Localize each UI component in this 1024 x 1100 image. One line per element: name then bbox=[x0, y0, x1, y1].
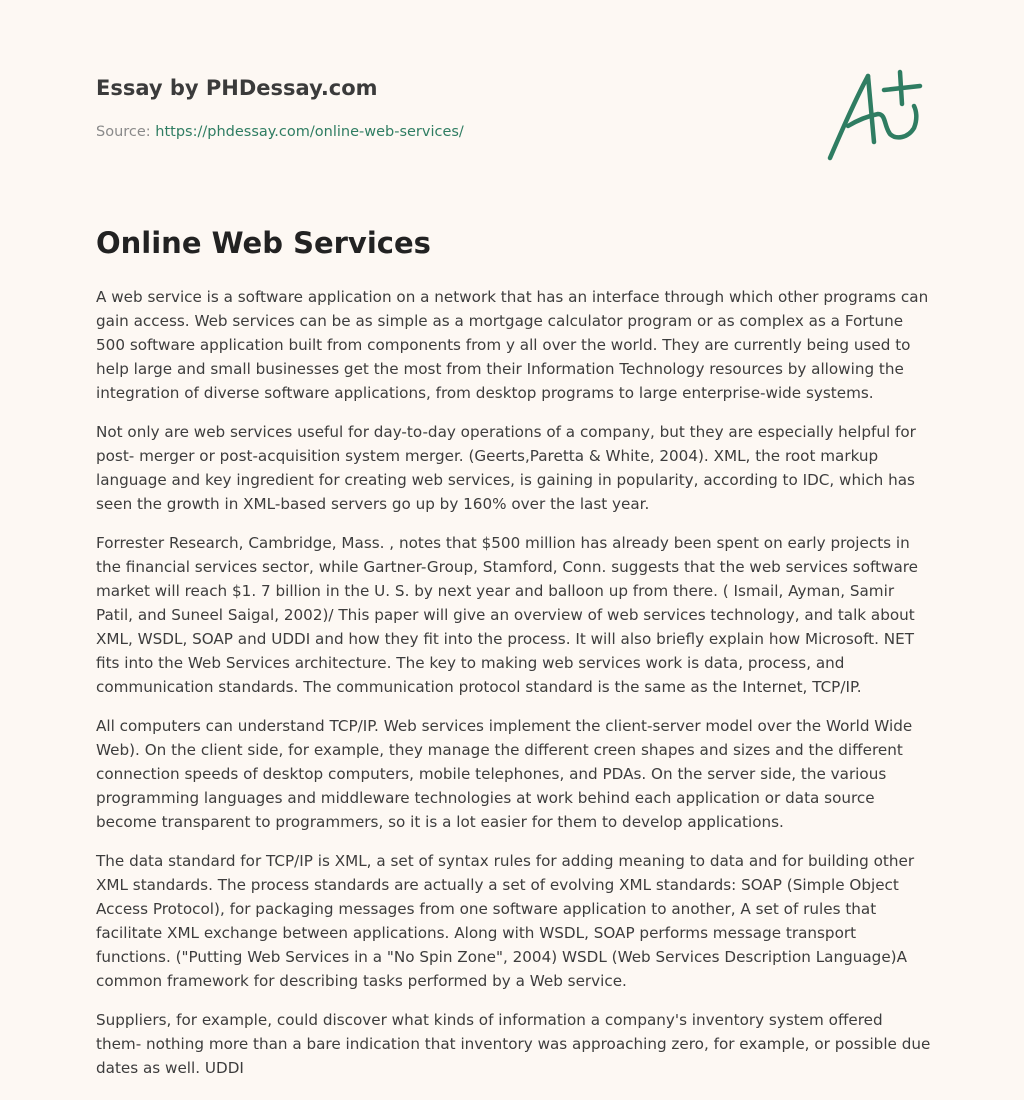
essay-paragraph: Not only are web services useful for day-to-day operations of a company, but they are especially helpful for post- merger or post-acquisition system merger. (Geerts,Paretta & White, 2004). XML, the root markup language and key ingredient for creating web services, is gaining in popularity, according to IDC, which has seen the growth in XML-based servers go up by 160% over the last year. bbox=[96, 423, 916, 513]
source-link[interactable]: https://phdessay.com/online-web-services/ bbox=[155, 124, 464, 140]
essay-paragraph: All computers can understand TCP/IP. Web services implement the client-server model over the World Wide Web). On the client side, for example, they manage the different creen shapes and sizes and the different connection speeds of desktop computers, mobile telephones, and PDAs. On the server side, the various programming languages and middleware technologies at work behind each application or data source become transparent to programmers, so it is a lot easier for them to develop applications. bbox=[96, 717, 913, 831]
essay-paragraph: Forrester Research, Cambridge, Mass. , notes that $500 million has already been spent on early projects in the financial services sector, while Gartner-Group, Stamford, Conn. suggests that the web services software market will reach $1. 7 billion in the U. S. by next year and balloon up from there. ( Ismail, Ayman, Samir Patil, and Suneel Saigal, 2002)/ This paper will give an overview of web services technology, and talk about XML, WSDL, SOAP and UDDI and how they fit into the process. It will also briefly explain how Microsoft. NET fits into the Web Services architecture. The key to making web services work is data, process, and communication standards. The communication protocol standard is the same as the Internet, TCP/IP. bbox=[96, 534, 918, 696]
source-label: Source: bbox=[96, 124, 156, 140]
a-plus-logo-icon bbox=[826, 68, 926, 164]
essay-title: Online Web Services bbox=[96, 226, 431, 260]
essay-paragraph: Suppliers, for example, could discover what kinds of information a company's inventory system offered them- nothing more than a bare indication that inventory was approaching zero, for example, or possible due dates as well. UDDI bbox=[96, 1011, 931, 1077]
essay-paragraph: The data standard for TCP/IP is XML, a set of syntax rules for adding meaning to data and for building other XML standards. The process standards are actually a set of evolving XML standards: SOAP (Simple Object Access Protocol), for packaging messages from one software application to another, A set of rules that facilitate XML exchange between applications. Along with WSDL, SOAP performs message transport functions. ("Putting Web Services in a "No Spin Zone", 2004) WSDL (Web Services Description Language)A common framework for describing tasks performed by a Web service. bbox=[96, 852, 915, 990]
essay-body bbox=[96, 285, 932, 1095]
essay-paragraph: A web service is a software application on a network that has an interface through which other programs can gain access. Web services can be as simple as a mortgage calculator program or as complex as a Fortune 500 software application built from components from y all over the world. They are currently being used to help large and small businesses get the most from their Information Technology resources by allowing the integration of diverse software applications, from desktop programs to large enterprise-wide systems. bbox=[96, 288, 929, 402]
site-title: Essay by PHDessay.com bbox=[96, 76, 378, 100]
source-line bbox=[96, 124, 464, 140]
page-header bbox=[96, 0, 928, 200]
